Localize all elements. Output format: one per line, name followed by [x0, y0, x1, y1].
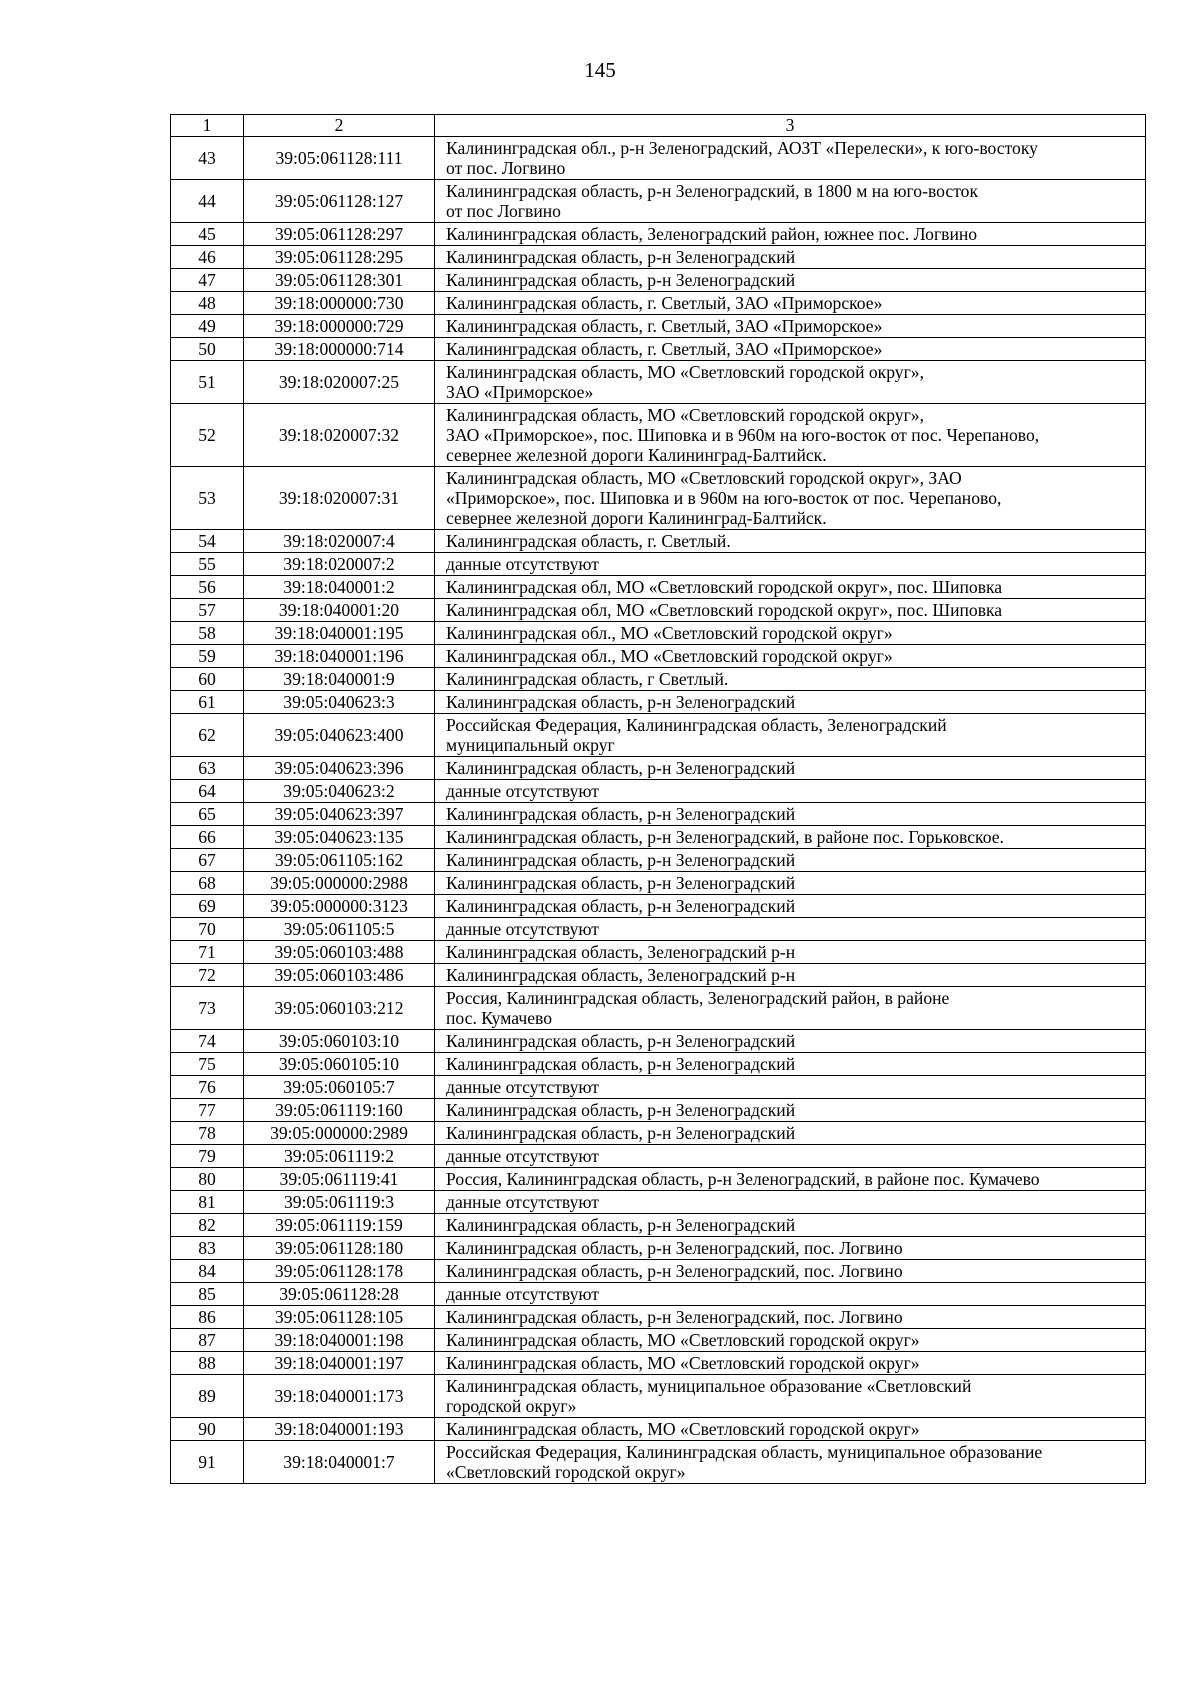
cadastral-number-cell: 39:05:061128:297 [244, 223, 435, 246]
row-number-cell: 86 [171, 1306, 244, 1329]
row-number-cell: 85 [171, 1283, 244, 1306]
address-cell: Калининградская область, р-н Зеленоградский [435, 895, 1146, 918]
row-number-cell: 50 [171, 338, 244, 361]
table-row [171, 1237, 1146, 1260]
row-number-cell: 76 [171, 1076, 244, 1099]
table-row [171, 576, 1146, 599]
address-cell: Калининградская область, р-н Зеленоградский, пос. Логвино [435, 1237, 1146, 1260]
address-cell: данные отсутствуют [435, 1283, 1146, 1306]
address-cell: Калининградская область, р-н Зеленоградский [435, 269, 1146, 292]
row-number-cell: 60 [171, 668, 244, 691]
address-cell: Россия, Калининградская область, р-н Зеленоградский, в районе пос. Кумачево [435, 1168, 1146, 1191]
table-row [171, 757, 1146, 780]
cadastral-number-cell: 39:05:061105:5 [244, 918, 435, 941]
cadastral-number-cell: 39:05:040623:2 [244, 780, 435, 803]
row-number-cell: 51 [171, 361, 244, 404]
address-cell: Калининградская область, г. Светлый, ЗАО «Приморское» [435, 315, 1146, 338]
row-number-cell: 84 [171, 1260, 244, 1283]
cadastral-number-cell: 39:18:040001:195 [244, 622, 435, 645]
table-row [171, 137, 1146, 180]
address-cell: данные отсутствуют [435, 1076, 1146, 1099]
table-row [171, 1283, 1146, 1306]
cadastral-number-cell: 39:05:061128:301 [244, 269, 435, 292]
row-number-cell: 89 [171, 1375, 244, 1418]
row-number-cell: 48 [171, 292, 244, 315]
table-header [171, 115, 1146, 137]
row-number-cell: 87 [171, 1329, 244, 1352]
row-number-cell: 47 [171, 269, 244, 292]
header-row [171, 115, 1146, 137]
page-number: 145 [584, 58, 616, 82]
row-number-cell: 79 [171, 1145, 244, 1168]
table-row [171, 1329, 1146, 1352]
cadastral-number-cell: 39:05:061128:180 [244, 1237, 435, 1260]
table-row [171, 361, 1146, 404]
address-cell: Калининградская область, р-н Зеленоградский [435, 803, 1146, 826]
row-number-cell: 69 [171, 895, 244, 918]
table-row [171, 315, 1146, 338]
cadastral-number-cell: 39:18:020007:32 [244, 404, 435, 467]
cadastral-number-cell: 39:18:000000:730 [244, 292, 435, 315]
cadastral-number-cell: 39:05:040623:3 [244, 691, 435, 714]
table-row [171, 895, 1146, 918]
row-number-cell: 91 [171, 1441, 244, 1484]
row-number-cell: 71 [171, 941, 244, 964]
table-row [171, 1030, 1146, 1053]
address-cell: Калининградская область, р-н Зеленоградский [435, 1030, 1146, 1053]
address-cell: Калининградская область, МО «Светловский городской округ», ЗАО «Приморское», пос. Шиповка и в 960м на юго-восток от пос. Черепаново, севернее железной дороги Калининград-Балтийск. [435, 467, 1146, 530]
table-row [171, 1214, 1146, 1237]
row-number-cell: 72 [171, 964, 244, 987]
cadastral-number-cell: 39:18:000000:714 [244, 338, 435, 361]
table-row [171, 714, 1146, 757]
row-number-cell: 65 [171, 803, 244, 826]
cadastral-number-cell: 39:05:061119:160 [244, 1099, 435, 1122]
row-number-cell: 44 [171, 180, 244, 223]
cadastral-number-cell: 39:18:020007:25 [244, 361, 435, 404]
table-row [171, 338, 1146, 361]
table-row [171, 918, 1146, 941]
table-row [171, 803, 1146, 826]
address-cell: Калининградская область, Зеленоградский район, южнее пос. Логвино [435, 223, 1146, 246]
cadastral-number-cell: 39:05:061119:41 [244, 1168, 435, 1191]
row-number-cell: 57 [171, 599, 244, 622]
row-number-cell: 56 [171, 576, 244, 599]
cadastral-number-cell: 39:05:061128:105 [244, 1306, 435, 1329]
address-cell: Калининградская область, МО «Светловский городской округ» [435, 1329, 1146, 1352]
cadastral-number-cell: 39:05:061128:178 [244, 1260, 435, 1283]
row-number-cell: 61 [171, 691, 244, 714]
cadastral-number-cell: 39:05:061119:3 [244, 1191, 435, 1214]
cadastral-number-cell: 39:05:061128:127 [244, 180, 435, 223]
address-cell: Калининградская область, МО «Светловский городской округ», ЗАО «Приморское» [435, 361, 1146, 404]
cadastral-number-cell: 39:05:061105:162 [244, 849, 435, 872]
cadastral-number-cell: 39:18:040001:197 [244, 1352, 435, 1375]
table-row [171, 1076, 1146, 1099]
cadastral-number-cell: 39:18:040001:9 [244, 668, 435, 691]
table-body [171, 137, 1146, 1484]
address-cell: Калининградская обл., МО «Светловский городской округ» [435, 645, 1146, 668]
column-header-1: 1 [171, 115, 244, 137]
table-row [171, 1418, 1146, 1441]
address-cell: Калининградская область, муниципальное образование «Светловский городской округ» [435, 1375, 1146, 1418]
cadastral-number-cell: 39:05:040623:397 [244, 803, 435, 826]
row-number-cell: 81 [171, 1191, 244, 1214]
cadastral-number-cell: 39:05:060105:7 [244, 1076, 435, 1099]
row-number-cell: 64 [171, 780, 244, 803]
row-number-cell: 90 [171, 1418, 244, 1441]
address-cell: Калининградская область, р-н Зеленоградский [435, 1099, 1146, 1122]
row-number-cell: 78 [171, 1122, 244, 1145]
row-number-cell: 82 [171, 1214, 244, 1237]
cadastral-number-cell: 39:18:040001:2 [244, 576, 435, 599]
row-number-cell: 63 [171, 757, 244, 780]
column-header-3: 3 [435, 115, 1146, 137]
table-row [171, 691, 1146, 714]
address-cell: Калининградская область, Зеленоградский р-н [435, 941, 1146, 964]
address-cell: Калининградская область, р-н Зеленоградский, пос. Логвино [435, 1306, 1146, 1329]
column-header-2: 2 [244, 115, 435, 137]
address-cell: Калининградская область, р-н Зеленоградский, в районе пос. Горьковское. [435, 826, 1146, 849]
row-number-cell: 68 [171, 872, 244, 895]
table-row [171, 1191, 1146, 1214]
cadastral-number-cell: 39:05:060103:10 [244, 1030, 435, 1053]
address-cell: данные отсутствуют [435, 1191, 1146, 1214]
address-cell: Калининградская область, р-н Зеленоградский [435, 1214, 1146, 1237]
table-row [171, 223, 1146, 246]
address-cell: Калининградская область, р-н Зеленоградский [435, 246, 1146, 269]
address-cell: данные отсутствуют [435, 1145, 1146, 1168]
row-number-cell: 83 [171, 1237, 244, 1260]
cadastral-number-cell: 39:18:040001:20 [244, 599, 435, 622]
table-row [171, 987, 1146, 1030]
table-row [171, 872, 1146, 895]
parcel-table [170, 114, 1146, 1484]
table-row [171, 553, 1146, 576]
table-row [171, 826, 1146, 849]
address-cell: Российская Федерация, Калининградская область, муниципальное образование «Светловский городской округ» [435, 1441, 1146, 1484]
table-row [171, 1053, 1146, 1076]
address-cell: Калининградская область, р-н Зеленоградский [435, 1122, 1146, 1145]
address-cell: Калининградская область, р-н Зеленоградский, в 1800 м на юго-восток от пос Логвино [435, 180, 1146, 223]
address-cell: Россия, Калининградская область, Зеленоградский район, в районе пос. Кумачево [435, 987, 1146, 1030]
address-cell: Калининградская обл., р-н Зеленоградский, АОЗТ «Перелески», к юго-востоку от пос. Логвино [435, 137, 1146, 180]
address-cell: Калининградская область, р-н Зеленоградский [435, 872, 1146, 895]
address-cell: данные отсутствуют [435, 553, 1146, 576]
row-number-cell: 58 [171, 622, 244, 645]
cadastral-number-cell: 39:05:061128:28 [244, 1283, 435, 1306]
row-number-cell: 46 [171, 246, 244, 269]
cadastral-number-cell: 39:05:061128:295 [244, 246, 435, 269]
cadastral-number-cell: 39:18:040001:7 [244, 1441, 435, 1484]
table-row [171, 269, 1146, 292]
address-cell: Калининградская область, МО «Светловский городской округ» [435, 1418, 1146, 1441]
cadastral-number-cell: 39:18:020007:2 [244, 553, 435, 576]
table-row [171, 941, 1146, 964]
cadastral-number-cell: 39:18:000000:729 [244, 315, 435, 338]
row-number-cell: 49 [171, 315, 244, 338]
address-cell: Калининградская обл, МО «Светловский городской округ», пос. Шиповка [435, 576, 1146, 599]
row-number-cell: 43 [171, 137, 244, 180]
table-row [171, 1099, 1146, 1122]
row-number-cell: 67 [171, 849, 244, 872]
table-row [171, 668, 1146, 691]
table-row [171, 780, 1146, 803]
address-cell: Калининградская область, р-н Зеленоградский, пос. Логвино [435, 1260, 1146, 1283]
row-number-cell: 54 [171, 530, 244, 553]
cadastral-number-cell: 39:05:061119:2 [244, 1145, 435, 1168]
cadastral-number-cell: 39:18:040001:193 [244, 1418, 435, 1441]
table-row [171, 1122, 1146, 1145]
table-row [171, 467, 1146, 530]
table-row [171, 645, 1146, 668]
cadastral-number-cell: 39:05:060103:486 [244, 964, 435, 987]
row-number-cell: 55 [171, 553, 244, 576]
cadastral-number-cell: 39:05:061128:111 [244, 137, 435, 180]
row-number-cell: 88 [171, 1352, 244, 1375]
row-number-cell: 53 [171, 467, 244, 530]
address-cell: Калининградская область, р-н Зеленоградский [435, 691, 1146, 714]
address-cell: Калининградская область, МО «Светловский городской округ» [435, 1352, 1146, 1375]
cadastral-number-cell: 39:05:040623:400 [244, 714, 435, 757]
cadastral-number-cell: 39:05:000000:2988 [244, 872, 435, 895]
row-number-cell: 75 [171, 1053, 244, 1076]
address-cell: Калининградская область, р-н Зеленоградский [435, 757, 1146, 780]
cadastral-number-cell: 39:05:040623:135 [244, 826, 435, 849]
address-cell: Калининградская область, г. Светлый. [435, 530, 1146, 553]
row-number-cell: 62 [171, 714, 244, 757]
table-row [171, 1145, 1146, 1168]
cadastral-number-cell: 39:05:060103:488 [244, 941, 435, 964]
cadastral-number-cell: 39:05:000000:2989 [244, 1122, 435, 1145]
row-number-cell: 77 [171, 1099, 244, 1122]
table-row [171, 849, 1146, 872]
address-cell: данные отсутствуют [435, 918, 1146, 941]
row-number-cell: 74 [171, 1030, 244, 1053]
row-number-cell: 66 [171, 826, 244, 849]
table-row [171, 599, 1146, 622]
cadastral-number-cell: 39:05:040623:396 [244, 757, 435, 780]
address-cell: Калининградская область, г Светлый. [435, 668, 1146, 691]
address-cell: Калининградская область, р-н Зеленоградский [435, 1053, 1146, 1076]
address-cell: Калининградская обл, МО «Светловский городской округ», пос. Шиповка [435, 599, 1146, 622]
table-row [171, 622, 1146, 645]
table-row [171, 292, 1146, 315]
table-row [171, 246, 1146, 269]
cadastral-number-cell: 39:18:040001:173 [244, 1375, 435, 1418]
table-row [171, 1168, 1146, 1191]
table-row [171, 1441, 1146, 1484]
cadastral-number-cell: 39:05:061119:159 [244, 1214, 435, 1237]
cadastral-number-cell: 39:05:060105:10 [244, 1053, 435, 1076]
row-number-cell: 70 [171, 918, 244, 941]
address-cell: Калининградская область, г. Светлый, ЗАО «Приморское» [435, 338, 1146, 361]
address-cell: Калининградская область, р-н Зеленоградский [435, 849, 1146, 872]
table-row [171, 404, 1146, 467]
address-cell: данные отсутствуют [435, 780, 1146, 803]
row-number-cell: 59 [171, 645, 244, 668]
table-row [171, 964, 1146, 987]
cadastral-number-cell: 39:05:000000:3123 [244, 895, 435, 918]
table-row [171, 1306, 1146, 1329]
cadastral-number-cell: 39:18:040001:198 [244, 1329, 435, 1352]
row-number-cell: 80 [171, 1168, 244, 1191]
address-cell: Российская Федерация, Калининградская область, Зеленоградский муниципальный округ [435, 714, 1146, 757]
cadastral-number-cell: 39:18:020007:4 [244, 530, 435, 553]
address-cell: Калининградская область, г. Светлый, ЗАО «Приморское» [435, 292, 1146, 315]
table-row [171, 1260, 1146, 1283]
cadastral-number-cell: 39:18:020007:31 [244, 467, 435, 530]
cadastral-number-cell: 39:05:060103:212 [244, 987, 435, 1030]
row-number-cell: 45 [171, 223, 244, 246]
row-number-cell: 73 [171, 987, 244, 1030]
table-row [171, 1352, 1146, 1375]
row-number-cell: 52 [171, 404, 244, 467]
address-cell: Калининградская область, МО «Светловский городской округ», ЗАО «Приморское», пос. Шиповка и в 960м на юго-восток от пос. Черепаново, севернее железной дороги Калининград-Балтийск. [435, 404, 1146, 467]
address-cell: Калининградская область, Зеленоградский р-н [435, 964, 1146, 987]
table-row [171, 180, 1146, 223]
address-cell: Калининградская обл., МО «Светловский городской округ» [435, 622, 1146, 645]
cadastral-number-cell: 39:18:040001:196 [244, 645, 435, 668]
table-row [171, 530, 1146, 553]
table-row [171, 1375, 1146, 1418]
